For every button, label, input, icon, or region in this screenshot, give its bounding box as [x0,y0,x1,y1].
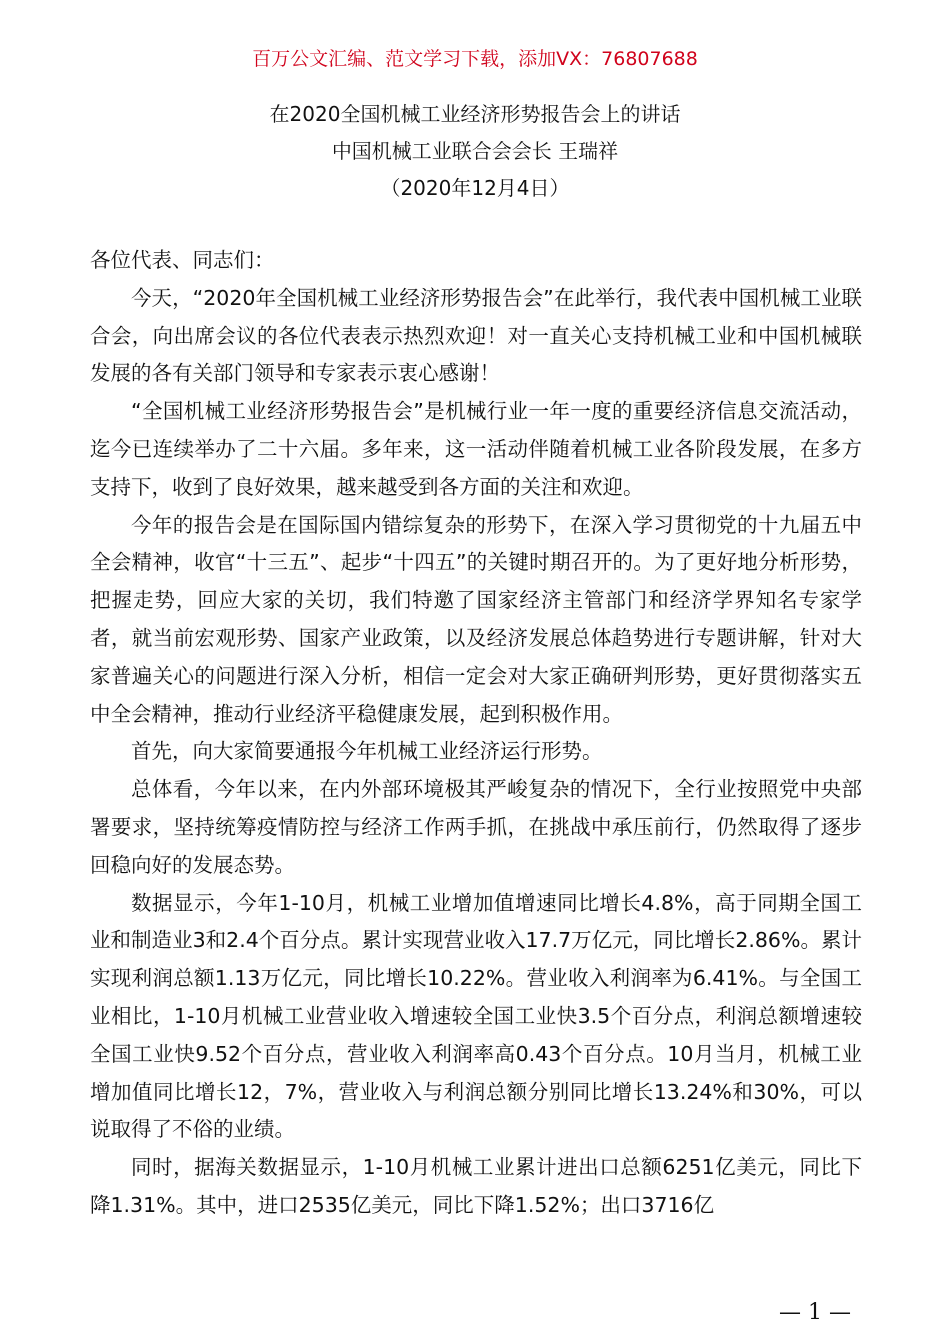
paragraph: “全国机械工业经济形势报告会”是机械行业一年一度的重要经济信息交流活动，迄今已连续举办了二十六届。多年来，这一活动伴随着机械工业各阶段发展，在多方支持下，收到了良好效果，越来越受到各方面的关注和欢迎。 [90,399,862,499]
speaker-line: 中国机械工业联合会会长 王瑞祥 [331,139,619,163]
paragraph: 今年的报告会是在国际国内错综复杂的形势下，在深入学习贯彻党的十九届五中全会精神，收官“十三五”、起步“十四五”的关键时期召开的。为了更好地分析形势，把握走势，回应大家的关切，我们特邀了国家经济主管部门和经济学界知名专家学者，就当前宏观形势、国家产业政策，以及经济发展总体趋势进行专题讲解，针对大家普遍关心的问题进行深入分析，相信一定会对大家正确研判形势，更好贯彻落实五中全会精神，推动行业经济平稳健康发展，起到积极作用。 [90,512,862,726]
paragraph: 首先，向大家简要通报今年机械工业经济运行形势。 [131,739,603,764]
paragraph: 总体看，今年以来，在内外部环境极其严峻复杂的情况下，全行业按照党中央部署要求，坚持统筹疫情防控与经济工作两手抓，在挑战中承压前行，仍然取得了逐步回稳向好的发展态势。 [90,777,862,877]
header-banner: 百万公文汇编、范文学习下载，添加VX：76807688 [252,48,698,70]
paragraph: 今天，“2020年全国机械工业经济形势报告会”在此举行，我代表中国机械工业联合会，向出席会议的各位代表表示热烈欢迎！对一直关心支持机械工业和中国机械联发展的各有关部门领导和专家表示衷心感谢！ [90,285,862,386]
page-number: — 1 — [779,1300,851,1325]
document-title: 在2020全国机械工业经济形势报告会上的讲话 [269,102,681,126]
speech-body [90,242,862,1225]
document-title-block [0,96,950,207]
paragraph: 同时，据海关数据显示，1-10月机械工业累计进出口总额6251亿美元，同比下降1.31%。其中，进口2535亿美元，同比下降1.52%；出口3716亿 [90,1155,862,1217]
paragraph: 数据显示，今年1-10月，机械工业增加值增速同比增长4.8%，高于同期全国工业和制造业3和2.4个百分点。累计实现营业收入17.7万亿元，同比增长2.86%。累计实现利润总额1.13万亿元，同比增长10.22%。营业收入利润率为6.41%。与全国工业相比，1-10月机械工业营业收入增速较全国工业快3.5个百分点，利润总额增速较全国工业快9.52个百分点，营业收入利润率高0.43个百分点。10月当月，机械工业增加值同比增长12，7%，营业收入与利润总额分别同比增长13.24%和30%，可以说取得了不俗的业绩。 [90,890,862,1142]
speech-date: （2020年12月4日） [380,176,570,200]
salutation: 各位代表、同志们： [90,248,275,272]
